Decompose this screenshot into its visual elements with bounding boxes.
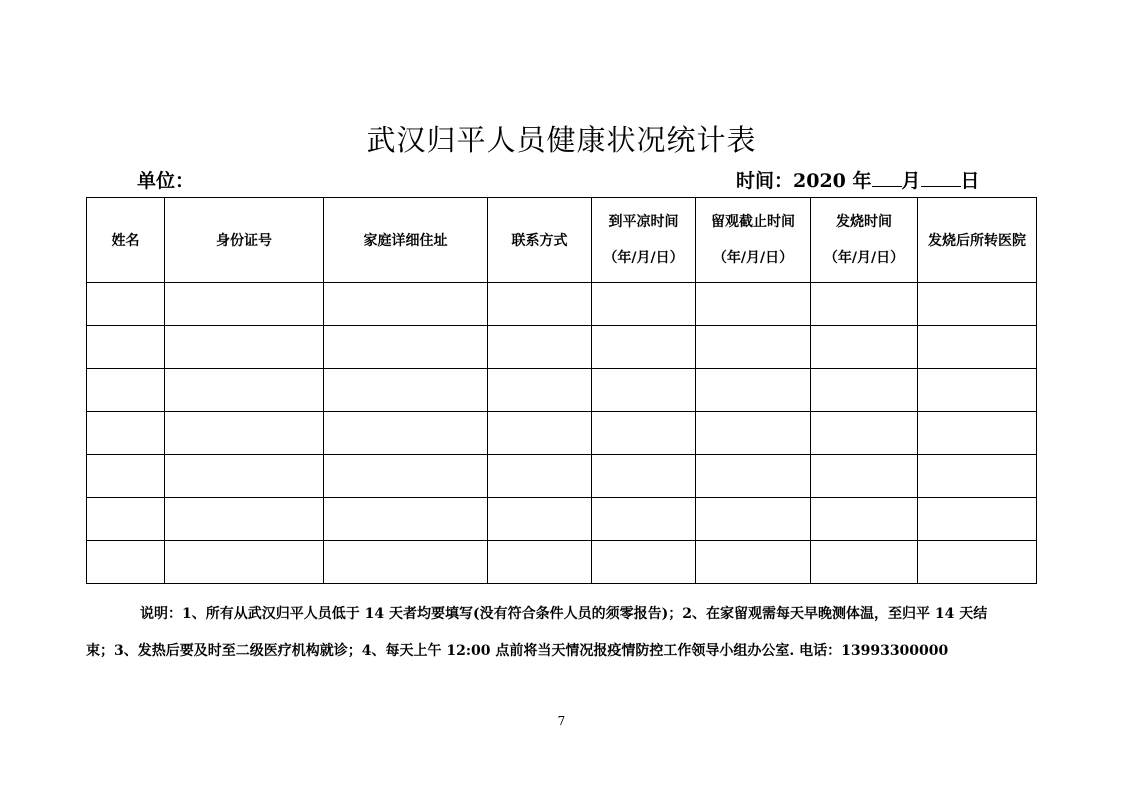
table-cell[interactable]: [592, 455, 696, 498]
month-label: 月: [901, 170, 921, 192]
table-cell[interactable]: [696, 412, 811, 455]
table-cell[interactable]: [324, 412, 488, 455]
header-cell: 留观截止时间 （年/月/日）: [696, 198, 811, 283]
table-cell[interactable]: [165, 412, 324, 455]
table-cell[interactable]: [488, 412, 592, 455]
header-row: [87, 198, 1037, 283]
table-cell[interactable]: [488, 541, 592, 584]
header-cell: 到平凉时间 （年/月/日）: [592, 198, 696, 283]
table-cell[interactable]: [165, 498, 324, 541]
table-cell[interactable]: [488, 283, 592, 326]
table-cell[interactable]: [811, 498, 918, 541]
table-cell[interactable]: [696, 369, 811, 412]
table-cell[interactable]: [696, 326, 811, 369]
table-cell[interactable]: [918, 412, 1037, 455]
table-cell[interactable]: [811, 326, 918, 369]
table-cell[interactable]: [488, 326, 592, 369]
table-cell[interactable]: [165, 283, 324, 326]
table-cell[interactable]: [918, 283, 1037, 326]
table-cell[interactable]: [165, 455, 324, 498]
table-cell[interactable]: [165, 326, 324, 369]
table-cell[interactable]: [696, 455, 811, 498]
table-cell[interactable]: [87, 326, 165, 369]
table-cell[interactable]: [918, 326, 1037, 369]
table-cell[interactable]: [592, 412, 696, 455]
table-cell[interactable]: [324, 541, 488, 584]
table-row: [87, 283, 1037, 326]
table-cell[interactable]: [918, 541, 1037, 584]
table-row: [87, 455, 1037, 498]
table-cell[interactable]: [592, 283, 696, 326]
header-cell: 身份证号: [165, 198, 324, 283]
page-number: 7: [557, 714, 566, 728]
table-cell[interactable]: [87, 498, 165, 541]
table-cell[interactable]: [592, 369, 696, 412]
table-cell[interactable]: [87, 412, 165, 455]
table-cell[interactable]: [811, 541, 918, 584]
table-cell[interactable]: [488, 455, 592, 498]
document-title: 武汉归平人员健康状况统计表: [366, 123, 757, 157]
table-row: [87, 369, 1037, 412]
table-cell[interactable]: [696, 541, 811, 584]
date-line: [736, 166, 980, 193]
table-cell[interactable]: [87, 455, 165, 498]
table-cell[interactable]: [87, 283, 165, 326]
table-cell[interactable]: [87, 541, 165, 584]
table-row: [87, 412, 1037, 455]
table-cell[interactable]: [918, 498, 1037, 541]
header-cell: 发烧后所转医院: [918, 198, 1037, 283]
day-label: 日: [960, 170, 980, 192]
table-cell[interactable]: [592, 541, 696, 584]
table-cell[interactable]: [324, 283, 488, 326]
table-cell[interactable]: [324, 498, 488, 541]
header-cell: 发烧时间 （年/月/日）: [811, 198, 918, 283]
day-blank[interactable]: [921, 168, 961, 187]
table-cell[interactable]: [488, 498, 592, 541]
header-cell: 联系方式: [488, 198, 592, 283]
date-prefix: 时间：2020 年: [736, 170, 872, 192]
health-status-table: [86, 197, 1037, 584]
table-cell[interactable]: [811, 369, 918, 412]
table-cell[interactable]: [87, 369, 165, 412]
unit-label: 单位：: [137, 170, 195, 192]
table-cell[interactable]: [592, 326, 696, 369]
table-cell[interactable]: [811, 412, 918, 455]
table-row: [87, 498, 1037, 541]
table-cell[interactable]: [696, 283, 811, 326]
table-cell[interactable]: [696, 498, 811, 541]
table-cell[interactable]: [324, 455, 488, 498]
table-cell[interactable]: [811, 455, 918, 498]
month-blank[interactable]: [872, 168, 902, 187]
table-cell[interactable]: [165, 541, 324, 584]
table-cell[interactable]: [324, 326, 488, 369]
note-line-2: 束；3、发热后要及时至二级医疗机构就诊；4、每天上午 12:00 点前将当天情况报疫情防控工作领导小组办公室. 电话：13993300000: [86, 643, 949, 659]
table-cell[interactable]: [165, 369, 324, 412]
header-cell: 家庭详细住址: [324, 198, 488, 283]
table-cell[interactable]: [918, 369, 1037, 412]
table-cell[interactable]: [488, 369, 592, 412]
table-row: [87, 326, 1037, 369]
note-line-1: 说明：1、所有从武汉归平人员低于 14 天者均要填写(没有符合条件人员的须零报告)；2、在家留观需每天早晚测体温，至归平 14 天结: [140, 606, 988, 622]
table-cell[interactable]: [811, 283, 918, 326]
header-cell: 姓名: [87, 198, 165, 283]
table-row: [87, 541, 1037, 584]
table-cell[interactable]: [918, 455, 1037, 498]
table-cell[interactable]: [592, 498, 696, 541]
table-cell[interactable]: [324, 369, 488, 412]
